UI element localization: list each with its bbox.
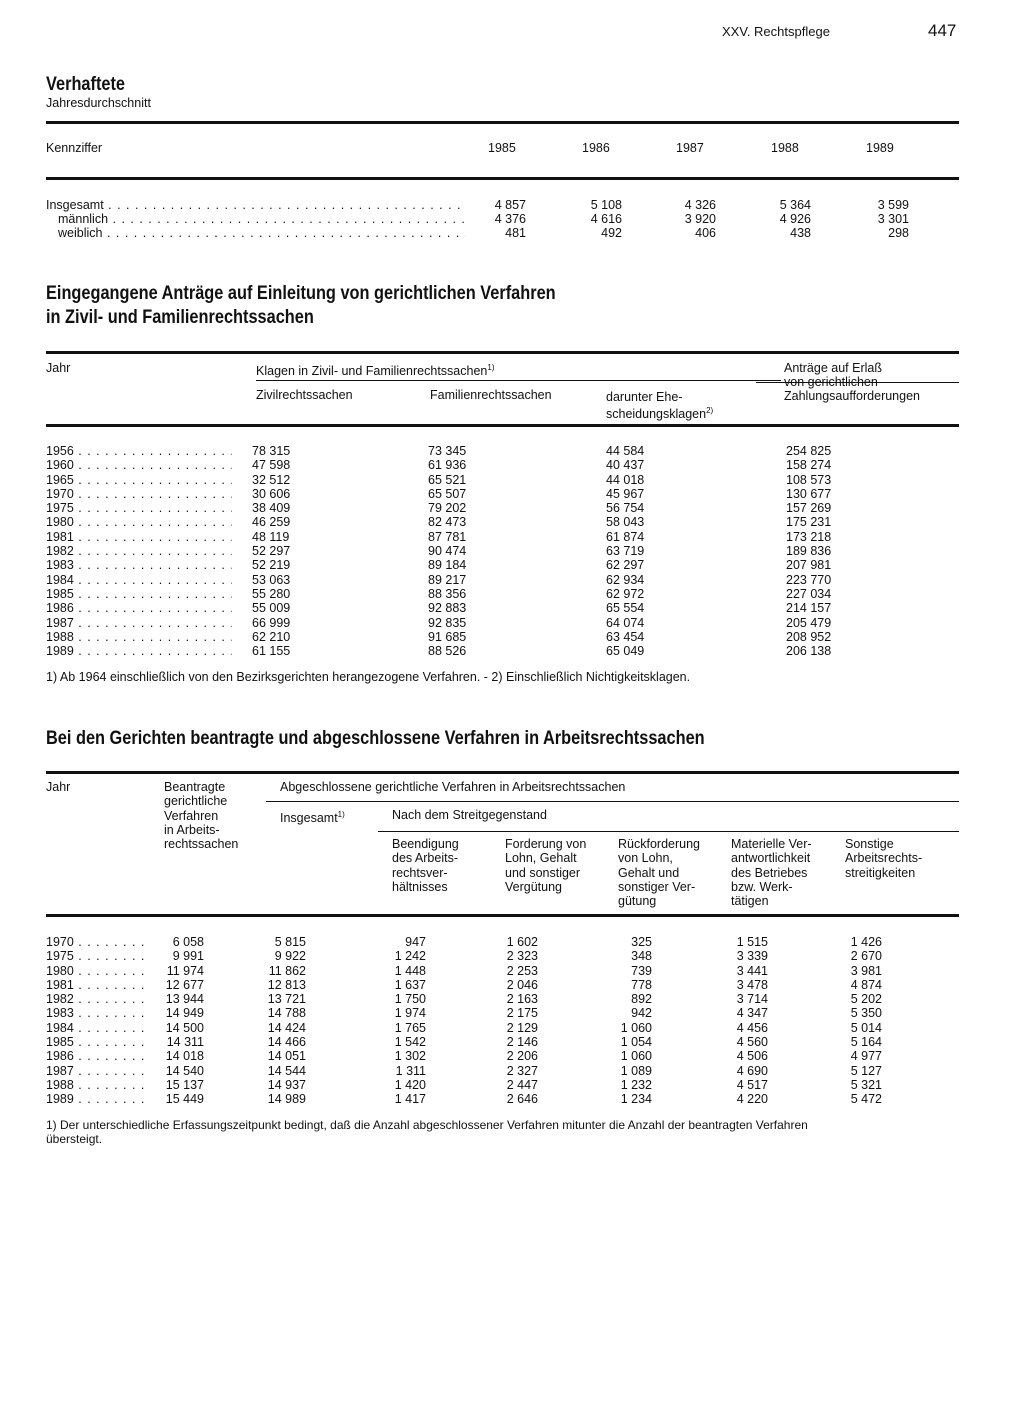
- column-header-antraege-2: von gerichtlichen: [784, 375, 878, 389]
- table-cell: 189 836: [786, 544, 832, 559]
- table-cell: 11 862: [268, 963, 306, 978]
- table-cell: 4 857: [494, 198, 526, 212]
- header-line: in Arbeits-: [164, 822, 220, 837]
- table-cell: 62 972: [606, 586, 645, 601]
- column-header-ehe-2: [606, 404, 713, 421]
- klagen-label: Klagen in Zivil- und Familienrechtssachen: [256, 364, 488, 379]
- table-cell: 61 874: [606, 529, 645, 544]
- header-line: bzw. Werk-: [731, 879, 793, 894]
- column-rueckforderung: [604, 935, 652, 1107]
- row-label: 1987 . . .: [46, 616, 232, 630]
- table-cell: 14 018: [165, 1049, 204, 1064]
- section-title: Bei den Gerichten beantragte und abgeschlossene Verfahren in Arbeitsrechtssachen: [46, 728, 705, 749]
- table-cell: 892: [631, 992, 652, 1007]
- column-header-rueckforderung: [618, 837, 700, 908]
- table-cell: 5 350: [850, 1006, 882, 1021]
- table-cell: 298: [888, 226, 909, 240]
- header-line: von Lohn,: [618, 851, 673, 866]
- table-cell: 4 560: [736, 1035, 768, 1050]
- row-label: 1965 . . .: [46, 473, 232, 487]
- row-label: 1987 . . .: [46, 1064, 150, 1078]
- table-cell: 55 009: [252, 601, 291, 616]
- row-label: Insgesamt . . .: [46, 198, 466, 212]
- table-cell: 5 364: [779, 198, 811, 212]
- table-cell: 92 835: [428, 615, 467, 630]
- table-cell: 157 269: [786, 501, 832, 516]
- table-cell: 91 685: [428, 629, 467, 644]
- header-line: hältnisses: [392, 879, 448, 894]
- column-sonstige: [834, 935, 882, 1107]
- rule: [46, 424, 959, 427]
- table-cell: 2 670: [850, 949, 882, 964]
- table-cell: 40 437: [606, 458, 645, 473]
- table-cell: 2 646: [506, 1092, 538, 1107]
- table-cell: 89 217: [428, 572, 467, 587]
- column-insgesamt: [252, 935, 306, 1107]
- chapter-heading: XXV. Rechtspflege: [722, 24, 830, 39]
- table-cell: 87 781: [428, 529, 467, 544]
- table-cell: 2 323: [506, 949, 538, 964]
- row-label: 1982 . . .: [46, 544, 232, 558]
- table-cell: 1 426: [850, 935, 882, 949]
- table-cell: 1 060: [620, 1020, 652, 1035]
- table-cell: 14 949: [165, 1006, 204, 1021]
- column-header-abgeschlossen: Abgeschlossene gerichtliche Verfahren in Arbeitsrechtssachen: [280, 780, 626, 794]
- table-cell: 492: [601, 226, 622, 240]
- column-header-antraege: Anträge auf Erlaß: [784, 361, 882, 375]
- table-cell: 3 301: [877, 212, 909, 226]
- table-cell: 3 441: [736, 963, 768, 978]
- row-label: 1986 . . .: [46, 601, 232, 615]
- table-cell: 947: [405, 935, 426, 949]
- table-cell: 5 127: [850, 1063, 882, 1078]
- column-header-year: 1985: [488, 141, 516, 155]
- page-number: 447: [928, 21, 957, 40]
- header-line: des Betriebes: [731, 865, 808, 880]
- header-line: des Arbeits-: [392, 851, 459, 866]
- table-cell: 55 280: [252, 586, 291, 601]
- table-cell: 2 327: [506, 1063, 538, 1078]
- table-cell: 1 765: [394, 1020, 426, 1035]
- row-label: 1970 . . .: [46, 935, 150, 949]
- table-cell: 348: [631, 949, 652, 964]
- table-cell: 5 815: [274, 935, 306, 949]
- table-cell: 45 967: [606, 486, 645, 501]
- table-cell: 4 926: [779, 212, 811, 226]
- column-header-forderung: [505, 837, 586, 894]
- table-cell: 11 974: [166, 963, 204, 978]
- header-line: rechtsver-: [392, 865, 448, 880]
- table-cell: 2 146: [506, 1035, 538, 1050]
- table-cell: 1 515: [736, 935, 768, 949]
- table-cell: 88 526: [428, 644, 467, 659]
- table-cell: 78 315: [252, 444, 291, 458]
- table-cell: 1 420: [394, 1077, 426, 1092]
- rule: [378, 831, 959, 832]
- row-label: 1989 . . .: [46, 1092, 150, 1106]
- table-cell: 1 448: [394, 963, 426, 978]
- table-cell: 5 164: [850, 1035, 882, 1050]
- table-cell: 58 043: [606, 515, 645, 530]
- table-cell: 15 449: [165, 1092, 204, 1107]
- footnote: 1) Ab 1964 einschließlich von den Bezirksgerichten herangezogene Verfahren. - 2) Einschließlich Nichtigkeitsklagen.: [46, 670, 691, 684]
- table-cell: 4 347: [736, 1006, 768, 1021]
- table-cell: 64 074: [606, 615, 645, 630]
- header-line: sonstiger Ver-: [618, 879, 696, 894]
- column-header-year: 1989: [866, 141, 894, 155]
- table-cell: 206 138: [786, 644, 832, 659]
- table-cell: 1 054: [620, 1035, 652, 1050]
- column-header-familie: Familienrechtssachen: [430, 388, 552, 402]
- table-cell: 1 242: [394, 949, 426, 964]
- table-cell: 9 922: [274, 949, 306, 964]
- table-cell: 5 108: [590, 198, 622, 212]
- table-cell: 14 311: [166, 1035, 204, 1050]
- ehe-label: scheidungsklagen: [606, 407, 707, 422]
- table-cell: 44 018: [606, 472, 645, 487]
- table-cell: 14 051: [267, 1049, 306, 1064]
- insgesamt-label: Insgesamt: [280, 811, 338, 826]
- table-cell: 406: [695, 226, 716, 240]
- table-cell: 173 218: [786, 529, 832, 544]
- table-cell: 1 302: [394, 1049, 426, 1064]
- footnote-ref: 2): [706, 406, 714, 415]
- header-line: antwortlichkeit: [731, 851, 811, 866]
- table-cell: 52 297: [252, 544, 291, 559]
- table-cell: 942: [631, 1006, 652, 1021]
- header-line: gerichtliche: [164, 794, 228, 809]
- table-cell: 90 474: [428, 544, 467, 559]
- row-label: männlich . . .: [58, 212, 466, 226]
- header-line: Verfahren: [164, 808, 219, 823]
- table-cell: 14 424: [267, 1020, 306, 1035]
- rule: [46, 177, 959, 180]
- column-header-insgesamt: [280, 808, 345, 825]
- table-cell: 88 356: [428, 586, 467, 601]
- table-cell: 3 714: [736, 992, 768, 1007]
- column-header-jahr: Jahr: [46, 361, 71, 375]
- column-header-year: 1987: [676, 141, 704, 155]
- header-line: gütung: [618, 894, 657, 909]
- table-cell: 65 554: [606, 601, 645, 616]
- table-cell: 12 813: [267, 977, 306, 992]
- table-cell: 5 472: [850, 1092, 882, 1107]
- table-cell: 4 376: [494, 212, 526, 226]
- header-line: Gehalt und: [618, 865, 680, 880]
- table-cell: 62 934: [606, 572, 645, 587]
- table-cell: 2 206: [506, 1049, 538, 1064]
- table-cell: 4 326: [684, 198, 716, 212]
- row-label: 1960 . . .: [46, 458, 232, 472]
- table-cell: 2 129: [506, 1020, 538, 1035]
- rule: [46, 121, 959, 124]
- row-label: 1985 . . .: [46, 587, 232, 601]
- row-label: 1975 . . .: [46, 501, 232, 515]
- table-cell: 14 466: [267, 1035, 306, 1050]
- table-cell: 61 155: [252, 644, 291, 659]
- table-cell: 438: [790, 226, 811, 240]
- header-line: streitigkeiten: [845, 865, 916, 880]
- column-forderung: [490, 935, 538, 1107]
- column-header-klagen: [256, 361, 495, 378]
- column-header-year: 1986: [582, 141, 610, 155]
- table-cell: 12 677: [165, 977, 204, 992]
- row-label: 1984 . . .: [46, 1021, 150, 1035]
- rule: [266, 801, 959, 802]
- table-cell: 14 989: [267, 1092, 306, 1107]
- row-label: 1985 . . .: [46, 1035, 150, 1049]
- table-cell: 56 754: [606, 501, 645, 516]
- table-cell: 15 137: [165, 1077, 204, 1092]
- table-cell: 53 063: [252, 572, 291, 587]
- table-cell: 62 297: [606, 558, 645, 573]
- table-cell: 214 157: [786, 601, 832, 616]
- footnote: 1) Der unterschiedliche Erfassungszeitpunkt bedingt, daß die Anzahl abgeschlossener Verfahren mitunter die Anzahl der beantragten Verfahren: [46, 1118, 808, 1132]
- table-cell: 2 447: [506, 1077, 538, 1092]
- footnote-ref: 1): [337, 810, 345, 819]
- table-cell: 92 883: [428, 601, 467, 616]
- table-cell: 1 234: [620, 1092, 652, 1107]
- table-cell: 14 937: [267, 1077, 306, 1092]
- table-cell: 32 512: [252, 472, 291, 487]
- header-line: tätigen: [731, 894, 769, 909]
- column-header-antraege-3: Zahlungsaufforderungen: [784, 389, 920, 403]
- table-cell: 3 981: [850, 963, 882, 978]
- header-line: Materielle Ver-: [731, 837, 812, 851]
- table-cell: 73 345: [428, 444, 467, 458]
- column-beantragt: [150, 935, 204, 1107]
- column-header-sonstige: [845, 837, 922, 880]
- header-line: Rückforderung: [618, 837, 700, 851]
- table-cell: 52 219: [252, 558, 291, 573]
- table-cell: 3 599: [877, 198, 909, 212]
- table-cell: 79 202: [428, 501, 467, 516]
- table-cell: 4 456: [736, 1020, 768, 1035]
- table-cell: 1 417: [394, 1092, 426, 1107]
- row-label: 1983 . . .: [46, 558, 232, 572]
- table-cell: 3 339: [736, 949, 768, 964]
- table-cell: 3 478: [736, 977, 768, 992]
- table-cell: 38 409: [252, 501, 291, 516]
- table-cell: 47 598: [252, 458, 291, 473]
- row-label: 1980 . . .: [46, 515, 232, 529]
- column-header-beantragt: [164, 780, 238, 851]
- header-line: rechtssachen: [164, 837, 239, 852]
- table-cell: 3 920: [684, 212, 716, 226]
- table-cell: 208 952: [786, 629, 832, 644]
- table-cell: 223 770: [786, 572, 832, 587]
- column-header-kennziffer: Kennziffer: [46, 141, 103, 155]
- table-cell: 158 274: [786, 458, 832, 473]
- table-cell: 61 936: [428, 458, 467, 473]
- table-cell: 207 981: [786, 558, 832, 573]
- column-jahr: [46, 444, 232, 658]
- table-cell: 4 517: [736, 1077, 768, 1092]
- header-line: Forderung von: [505, 837, 587, 851]
- column-ehe: [606, 444, 644, 658]
- table-cell: 14 500: [165, 1020, 204, 1035]
- table-cell: 1 602: [506, 935, 538, 949]
- table-cell: 205 479: [786, 615, 832, 630]
- row-label: 1975 . . .: [46, 949, 150, 963]
- table-cell: 65 521: [428, 472, 467, 487]
- table-cell: 325: [631, 935, 652, 949]
- table-cell: 6 058: [172, 935, 204, 949]
- table-cell: 4 506: [736, 1049, 768, 1064]
- row-label: weiblich . . .: [58, 226, 466, 240]
- table-cell: 14 788: [267, 1006, 306, 1021]
- table-cell: 130 677: [786, 486, 832, 501]
- table-cell: 481: [505, 226, 526, 240]
- column-header-materiell: [731, 837, 812, 908]
- header-line: Sonstige: [845, 837, 894, 851]
- row-label: 1988 . . .: [46, 1078, 150, 1092]
- row-label: 1956 . . .: [46, 444, 232, 458]
- rule: [46, 771, 959, 774]
- table-cell: 175 231: [786, 515, 832, 530]
- table-cell: 82 473: [428, 515, 467, 530]
- footnote-line2: übersteigt.: [46, 1132, 103, 1146]
- table-cell: 227 034: [786, 586, 832, 601]
- table-cell: 778: [631, 977, 652, 992]
- row-label: 1981 . . .: [46, 978, 150, 992]
- table-cell: 1 542: [394, 1035, 426, 1050]
- header-line: Beendigung: [392, 837, 459, 851]
- table-cell: 14 544: [267, 1063, 306, 1078]
- section-title-line2: in Zivil- und Familienrechtssachen: [46, 307, 314, 328]
- table-cell: 4 616: [590, 212, 622, 226]
- table-cell: 4 220: [736, 1092, 768, 1107]
- header-line: Vergütung: [505, 879, 562, 894]
- header-line: und sonstiger: [505, 865, 581, 880]
- table-cell: 89 184: [428, 558, 467, 573]
- table-cell: 63 454: [606, 629, 645, 644]
- table-cell: 1 311: [395, 1063, 426, 1078]
- table-cell: 2 253: [506, 963, 538, 978]
- column-beendigung: [378, 935, 426, 1107]
- table-cell: 66 999: [252, 615, 291, 630]
- table-cell: 9 991: [172, 949, 204, 964]
- table-cell: 48 119: [252, 529, 290, 544]
- header-line: Lohn, Gehalt: [505, 851, 577, 866]
- table-cell: 2 163: [506, 992, 538, 1007]
- table-cell: 13 721: [267, 992, 306, 1007]
- table-cell: 1 750: [394, 992, 426, 1007]
- rule: [46, 914, 959, 917]
- column-jahr: [46, 935, 150, 1107]
- header-line: Arbeitsrechts-: [845, 851, 923, 866]
- column-header-streitgegenstand: Nach dem Streitgegenstand: [392, 808, 547, 822]
- table-cell: 4 977: [850, 1049, 882, 1064]
- table-cell: 44 584: [606, 444, 645, 458]
- column-materiell: [720, 935, 768, 1107]
- row-label: 1982 . . .: [46, 992, 150, 1006]
- table-cell: 2 046: [506, 977, 538, 992]
- table-cell: 65 049: [606, 644, 645, 659]
- column-familie: [428, 444, 466, 658]
- section-title: Verhaftete: [46, 74, 126, 95]
- table-cell: 14 540: [165, 1063, 204, 1078]
- rule: [256, 380, 781, 381]
- column-header-ehe: darunter Ehe-: [606, 390, 683, 404]
- table-cell: 739: [631, 963, 652, 978]
- table-cell: 4 874: [850, 977, 882, 992]
- row-label: 1989 . . .: [46, 644, 232, 658]
- table-cell: 1 060: [620, 1049, 652, 1064]
- table-cell: 1 637: [394, 977, 426, 992]
- table-cell: 62 210: [252, 629, 291, 644]
- row-label: 1988 . . .: [46, 630, 232, 644]
- footnote-ref: 1): [487, 363, 495, 372]
- column-header-zivil: Zivilrechtssachen: [256, 388, 353, 402]
- rule: [46, 351, 959, 354]
- table-cell: 1 974: [394, 1006, 426, 1021]
- table-cell: 108 573: [786, 472, 832, 487]
- table-cell: 13 944: [165, 992, 204, 1007]
- table-cell: 63 719: [606, 544, 645, 559]
- row-label: 1970 . . .: [46, 487, 232, 501]
- column-header-year: 1988: [771, 141, 799, 155]
- table-cell: 5 321: [850, 1077, 882, 1092]
- table-cell: 2 175: [506, 1006, 538, 1021]
- header-line: Beantragte: [164, 780, 226, 794]
- row-label: 1981 . . .: [46, 530, 232, 544]
- row-label: 1983 . . .: [46, 1006, 150, 1020]
- table-cell: 5 014: [850, 1020, 882, 1035]
- table-cell: 254 825: [786, 444, 832, 458]
- row-label: 1986 . . .: [46, 1049, 150, 1063]
- table-cell: 5 202: [850, 992, 882, 1007]
- row-label: 1980 . . .: [46, 964, 150, 978]
- table-cell: 1 232: [620, 1077, 652, 1092]
- column-zivil: [252, 444, 290, 658]
- section-title: Eingegangene Anträge auf Einleitung von gerichtlichen Verfahren: [46, 283, 556, 304]
- table-cell: 30 606: [252, 486, 291, 501]
- row-label: 1984 . . .: [46, 573, 232, 587]
- column-header-beendigung: [392, 837, 459, 894]
- table-cell: 4 690: [736, 1063, 768, 1078]
- table-cell: 1 089: [620, 1063, 652, 1078]
- column-header-jahr: Jahr: [46, 780, 71, 794]
- section-subtitle: Jahresdurchschnitt: [46, 96, 151, 110]
- table-cell: 46 259: [252, 515, 291, 530]
- table-cell: 65 507: [428, 486, 467, 501]
- column-antraege: [786, 444, 831, 658]
